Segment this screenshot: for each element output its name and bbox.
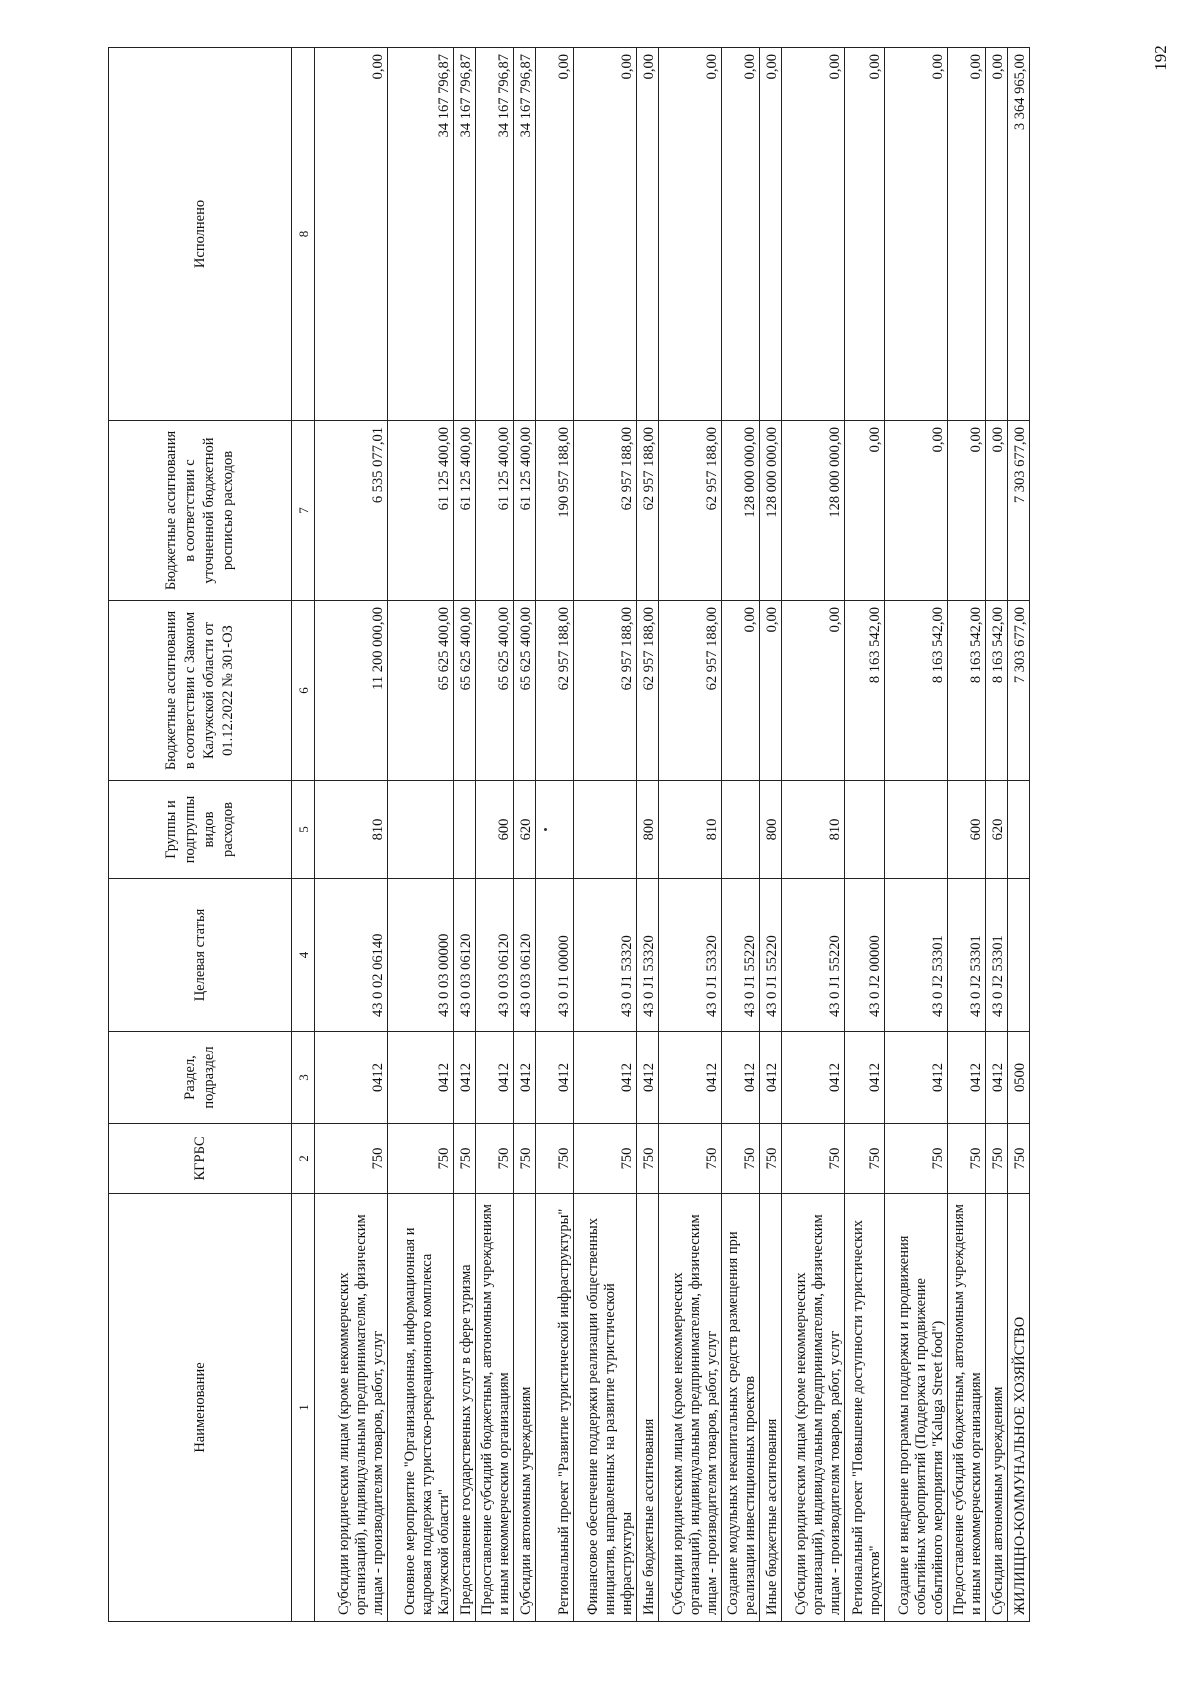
cell-kgrbs: 750 xyxy=(536,1124,574,1194)
header-law-allocations: Бюджетные ассигнования в соответствии с Законом Калужской области от 01.12.2022 № 301-ОЗ xyxy=(109,601,292,781)
cell-name: Финансовое обеспечение поддержки реализации общественных инициатив, направленных на развитие туристической инфраструктуры xyxy=(574,1194,637,1622)
table-row xyxy=(659,48,722,1622)
cell-rospis-amount: 61 125 400,00 xyxy=(388,421,454,601)
table-row xyxy=(782,48,845,1622)
cell-rospis-amount: 0,00 xyxy=(986,421,1008,601)
cell-name: Иные бюджетные ассигнования xyxy=(760,1194,782,1622)
cell-expense-group xyxy=(388,781,454,879)
cell-rospis-amount: 128 000 000,00 xyxy=(782,421,845,601)
cell-kgrbs: 750 xyxy=(514,1124,536,1194)
cell-law-amount: 65 625 400,00 xyxy=(388,601,454,781)
table-row xyxy=(454,48,476,1622)
cell-law-amount: 65 625 400,00 xyxy=(476,601,514,781)
cell-executed-amount: 34 167 796,87 xyxy=(388,48,454,421)
cell-kgrbs: 750 xyxy=(885,1124,948,1194)
cell-target-article: 43 0 J2 00000 xyxy=(845,879,885,1032)
cell-kgrbs: 750 xyxy=(574,1124,637,1194)
cell-law-amount: 0,00 xyxy=(760,601,782,781)
cell-rospis-amount: 61 125 400,00 xyxy=(514,421,536,601)
cell-razdel: 0412 xyxy=(536,1032,574,1124)
header-kgrbs: КГРБС xyxy=(109,1124,292,1194)
cell-kgrbs: 750 xyxy=(722,1124,760,1194)
cell-target-article: 43 0 03 06120 xyxy=(514,879,536,1032)
table-row xyxy=(574,48,637,1622)
cell-name: Предоставление государственных услуг в сфере туризма xyxy=(454,1194,476,1622)
column-number-row xyxy=(292,48,315,1622)
cell-expense-group: 810 xyxy=(782,781,845,879)
cell-rospis-amount: 190 957 188,00 xyxy=(536,421,574,601)
table-row xyxy=(986,48,1008,1622)
cell-razdel: 0500 xyxy=(1008,1032,1030,1124)
cell-executed-amount: 0,00 xyxy=(536,48,574,421)
cell-razdel: 0412 xyxy=(760,1032,782,1124)
cell-target-article: 43 0 J1 00000 xyxy=(536,879,574,1032)
column-number: 4 xyxy=(292,879,315,1032)
header-expense-group: Группы и подгруппы видов расходов xyxy=(109,781,292,879)
column-number: 2 xyxy=(292,1124,315,1194)
cell-target-article: 43 0 J2 53301 xyxy=(885,879,948,1032)
cell-expense-group: 810 xyxy=(659,781,722,879)
scan-speck xyxy=(544,828,547,831)
cell-razdel: 0412 xyxy=(454,1032,476,1124)
cell-law-amount: 8 163 542,00 xyxy=(845,601,885,781)
cell-kgrbs: 750 xyxy=(315,1124,388,1194)
cell-kgrbs: 750 xyxy=(659,1124,722,1194)
cell-expense-group: 600 xyxy=(948,781,986,879)
cell-kgrbs: 750 xyxy=(760,1124,782,1194)
cell-rospis-amount: 61 125 400,00 xyxy=(454,421,476,601)
cell-name: Предоставление субсидий бюджетным, автономным учреждениям и иным некоммерческим организациям xyxy=(948,1194,986,1622)
cell-kgrbs: 750 xyxy=(1008,1124,1030,1194)
cell-kgrbs: 750 xyxy=(845,1124,885,1194)
cell-name: ЖИЛИЩНО-КОММУНАЛЬНОЕ ХОЗЯЙСТВО xyxy=(1008,1194,1030,1622)
cell-executed-amount: 0,00 xyxy=(948,48,986,421)
cell-razdel: 0412 xyxy=(722,1032,760,1124)
cell-expense-group: 810 xyxy=(315,781,388,879)
cell-razdel: 0412 xyxy=(948,1032,986,1124)
cell-target-article: 43 0 J1 53320 xyxy=(637,879,659,1032)
cell-expense-group xyxy=(885,781,948,879)
table-row xyxy=(1008,48,1030,1622)
cell-expense-group xyxy=(454,781,476,879)
cell-rospis-amount: 0,00 xyxy=(845,421,885,601)
cell-expense-group: 600 xyxy=(476,781,514,879)
cell-target-article: 43 0 03 00000 xyxy=(388,879,454,1032)
cell-law-amount: 62 957 188,00 xyxy=(574,601,637,781)
cell-law-amount: 8 163 542,00 xyxy=(948,601,986,781)
cell-name: Региональный проект "Развитие туристической инфраструктуры" xyxy=(536,1194,574,1622)
cell-target-article: 43 0 J1 55220 xyxy=(760,879,782,1032)
cell-target-article: 43 0 03 06120 xyxy=(476,879,514,1032)
cell-razdel: 0412 xyxy=(782,1032,845,1124)
budget-table xyxy=(108,47,1030,1622)
cell-law-amount: 62 957 188,00 xyxy=(659,601,722,781)
cell-rospis-amount: 128 000 000,00 xyxy=(760,421,782,601)
cell-name: Основное мероприятие "Организационная, информационная и кадровая поддержка туристско-рекреационного комплекса Калужской области" xyxy=(388,1194,454,1622)
cell-target-article: 43 0 J2 53301 xyxy=(986,879,1008,1032)
cell-rospis-amount: 7 303 677,00 xyxy=(1008,421,1030,601)
cell-razdel: 0412 xyxy=(476,1032,514,1124)
cell-razdel: 0412 xyxy=(514,1032,536,1124)
cell-expense-group: 620 xyxy=(986,781,1008,879)
cell-kgrbs: 750 xyxy=(637,1124,659,1194)
table-row xyxy=(476,48,514,1622)
column-number: 1 xyxy=(292,1194,315,1622)
cell-rospis-amount: 128 000 000,00 xyxy=(722,421,760,601)
cell-rospis-amount: 62 957 188,00 xyxy=(659,421,722,601)
table-row xyxy=(948,48,986,1622)
cell-executed-amount: 34 167 796,87 xyxy=(454,48,476,421)
cell-target-article: 43 0 J1 53320 xyxy=(574,879,637,1032)
cell-name: Предоставление субсидий бюджетным, автономным учреждениям и иным некоммерческим организациям xyxy=(476,1194,514,1622)
cell-law-amount: 65 625 400,00 xyxy=(454,601,476,781)
cell-kgrbs: 750 xyxy=(476,1124,514,1194)
cell-executed-amount: 0,00 xyxy=(722,48,760,421)
cell-law-amount: 0,00 xyxy=(722,601,760,781)
cell-target-article: 43 0 02 06140 xyxy=(315,879,388,1032)
cell-target-article: 43 0 J1 55220 xyxy=(782,879,845,1032)
cell-razdel: 0412 xyxy=(885,1032,948,1124)
cell-name: Субсидии автономным учреждениям xyxy=(986,1194,1008,1622)
table-row xyxy=(885,48,948,1622)
cell-executed-amount: 0,00 xyxy=(885,48,948,421)
cell-name: Создание модульных некапитальных средств размещения при реализации инвестиционных проектов xyxy=(722,1194,760,1622)
cell-razdel: 0412 xyxy=(315,1032,388,1124)
cell-expense-group xyxy=(722,781,760,879)
cell-executed-amount: 0,00 xyxy=(986,48,1008,421)
cell-name: Субсидии юридическим лицам (кроме некоммерческих организаций), индивидуальным предпринимателям, физическим лицам - производителям товаров, работ, услуг xyxy=(315,1194,388,1622)
cell-executed-amount: 34 167 796,87 xyxy=(514,48,536,421)
cell-target-article: 43 0 03 06120 xyxy=(454,879,476,1032)
table-row xyxy=(536,48,574,1622)
cell-name: Создание и внедрение программы поддержки и продвижения событийных мероприятий (Поддержка и продвижение событийного мероприятия "Kaluga Street food") xyxy=(885,1194,948,1622)
cell-razdel: 0412 xyxy=(986,1032,1008,1124)
table-body xyxy=(315,48,1030,1622)
cell-executed-amount: 34 167 796,87 xyxy=(476,48,514,421)
cell-kgrbs: 750 xyxy=(388,1124,454,1194)
table-row xyxy=(637,48,659,1622)
cell-name: Иные бюджетные ассигнования xyxy=(637,1194,659,1622)
header-razdel: Раздел, подраздел xyxy=(109,1032,292,1124)
cell-expense-group xyxy=(574,781,637,879)
cell-rospis-amount: 0,00 xyxy=(948,421,986,601)
cell-target-article xyxy=(1008,879,1030,1032)
table-row xyxy=(315,48,388,1622)
cell-expense-group xyxy=(845,781,885,879)
cell-law-amount: 65 625 400,00 xyxy=(514,601,536,781)
budget-table-sheet xyxy=(108,48,1043,1622)
cell-law-amount: 11 200 000,00 xyxy=(315,601,388,781)
cell-law-amount: 62 957 188,00 xyxy=(536,601,574,781)
cell-target-article: 43 0 J1 53320 xyxy=(659,879,722,1032)
page-number: 192 xyxy=(1151,45,1170,71)
cell-name: Субсидии юридическим лицам (кроме некоммерческих организаций), индивидуальным предпринимателям, физическим лицам - производителям товаров, работ, услуг xyxy=(659,1194,722,1622)
header-rospis-allocations: Бюджетные ассигнования в соответствии с уточненной бюджетной росписью расходов xyxy=(109,421,292,601)
cell-executed-amount: 0,00 xyxy=(760,48,782,421)
cell-razdel: 0412 xyxy=(659,1032,722,1124)
cell-executed-amount: 0,00 xyxy=(845,48,885,421)
table-row xyxy=(845,48,885,1622)
cell-name: Субсидии автономным учреждениям xyxy=(514,1194,536,1622)
column-number: 3 xyxy=(292,1032,315,1124)
cell-law-amount: 0,00 xyxy=(782,601,845,781)
cell-executed-amount: 0,00 xyxy=(782,48,845,421)
column-number: 5 xyxy=(292,781,315,879)
cell-expense-group: 800 xyxy=(760,781,782,879)
cell-law-amount: 8 163 542,00 xyxy=(986,601,1008,781)
header-target-article: Целевая статья xyxy=(109,879,292,1032)
cell-rospis-amount: 6 535 077,01 xyxy=(315,421,388,601)
cell-rospis-amount: 62 957 188,00 xyxy=(574,421,637,601)
cell-kgrbs: 750 xyxy=(454,1124,476,1194)
cell-executed-amount: 0,00 xyxy=(315,48,388,421)
cell-target-article: 43 0 J1 55220 xyxy=(722,879,760,1032)
cell-executed-amount: 3 364 965,00 xyxy=(1008,48,1030,421)
cell-executed-amount: 0,00 xyxy=(574,48,637,421)
cell-name: Субсидии юридическим лицам (кроме некоммерческих организаций), индивидуальным предпринимателям, физическим лицам - производителям товаров, работ, услуг xyxy=(782,1194,845,1622)
header-name: Наименование xyxy=(109,1194,292,1622)
cell-expense-group: 620 xyxy=(514,781,536,879)
column-number: 8 xyxy=(292,48,315,421)
cell-target-article: 43 0 J2 53301 xyxy=(948,879,986,1032)
cell-name: Региональный проект "Повышение доступности туристических продуктов" xyxy=(845,1194,885,1622)
cell-kgrbs: 750 xyxy=(986,1124,1008,1194)
cell-executed-amount: 0,00 xyxy=(637,48,659,421)
cell-law-amount: 62 957 188,00 xyxy=(637,601,659,781)
cell-rospis-amount: 61 125 400,00 xyxy=(476,421,514,601)
cell-kgrbs: 750 xyxy=(948,1124,986,1194)
table-row xyxy=(722,48,760,1622)
cell-rospis-amount: 62 957 188,00 xyxy=(637,421,659,601)
cell-expense-group xyxy=(536,781,574,879)
cell-razdel: 0412 xyxy=(637,1032,659,1124)
cell-rospis-amount: 0,00 xyxy=(885,421,948,601)
table-row xyxy=(388,48,454,1622)
cell-razdel: 0412 xyxy=(845,1032,885,1124)
cell-razdel: 0412 xyxy=(388,1032,454,1124)
column-number: 7 xyxy=(292,421,315,601)
cell-law-amount: 7 303 677,00 xyxy=(1008,601,1030,781)
table-row xyxy=(760,48,782,1622)
cell-razdel: 0412 xyxy=(574,1032,637,1124)
cell-kgrbs: 750 xyxy=(782,1124,845,1194)
column-number: 6 xyxy=(292,601,315,781)
table-row xyxy=(514,48,536,1622)
header-row xyxy=(109,48,292,1622)
header-executed: Исполнено xyxy=(109,48,292,421)
cell-expense-group: 800 xyxy=(637,781,659,879)
cell-expense-group xyxy=(1008,781,1030,879)
cell-executed-amount: 0,00 xyxy=(659,48,722,421)
cell-law-amount: 8 163 542,00 xyxy=(885,601,948,781)
